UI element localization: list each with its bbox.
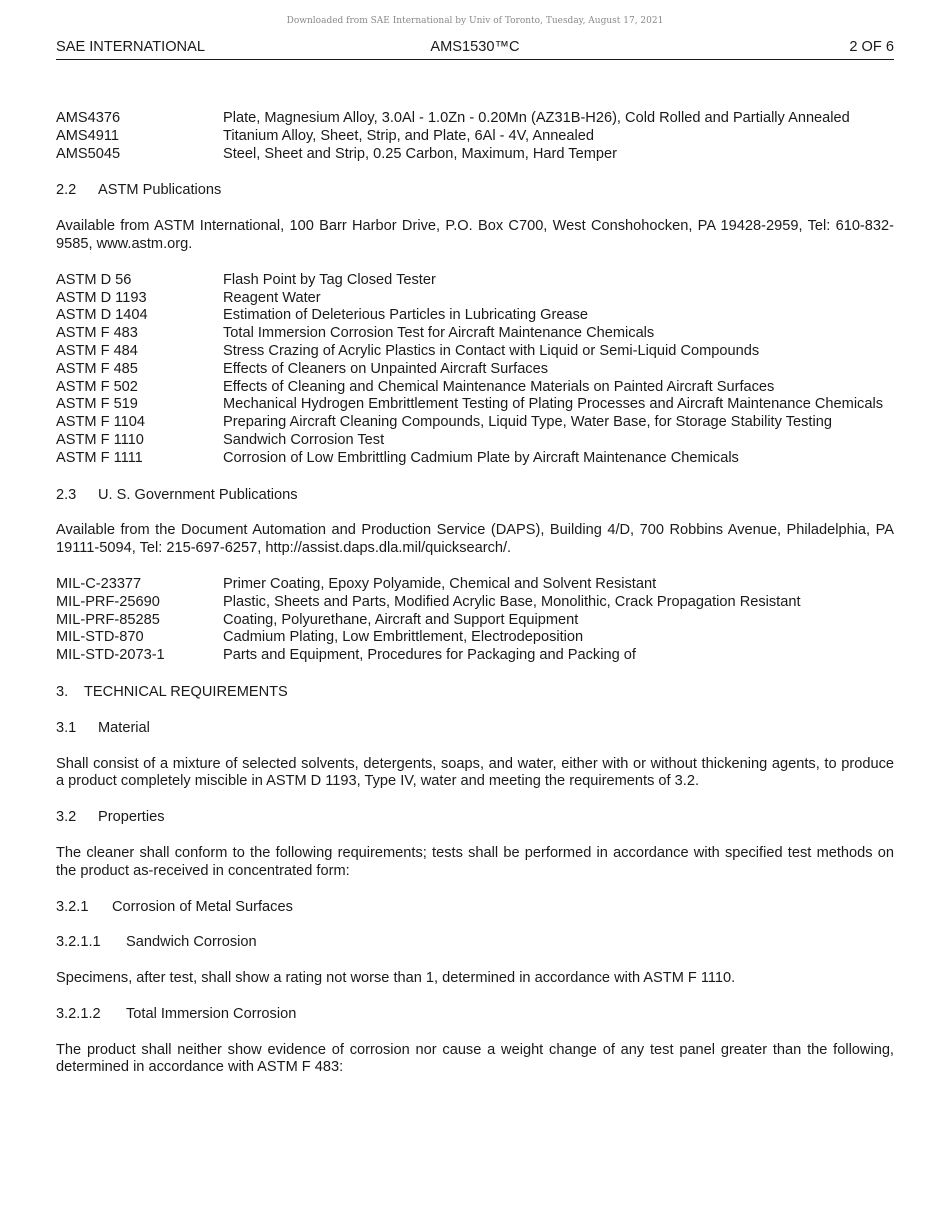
reference-row (56, 379, 894, 397)
header-document-number: AMS1530™C (430, 39, 520, 55)
section-heading-3-1 (56, 720, 894, 738)
material-paragraph: Shall consist of a mixture of selected solvents, detergents, soaps, and water, either with or without thickening agents, to produce a product completely miscible in ASTM D 1193, Type IV, water and meeting the requirements of 3.2. (56, 755, 894, 790)
section-heading-2-2 (56, 182, 894, 200)
reference-title: Corrosion of Low Embrittling Cadmium Plate by Aircraft Maintenance Chemicals (223, 449, 739, 466)
mil-reference-list (56, 576, 894, 665)
reference-code: MIL-PRF-85285 (56, 611, 160, 628)
section-title: ASTM Publications (98, 182, 222, 199)
section-number: 3.2.1 (56, 898, 89, 915)
section-title: Corrosion of Metal Surfaces (112, 898, 293, 915)
reference-title: Mechanical Hydrogen Embrittlement Testing of Plating Processes and Aircraft Maintenance Chemicals (223, 396, 884, 413)
reference-row (56, 594, 894, 612)
header-publisher: SAE INTERNATIONAL (56, 39, 205, 55)
reference-row (56, 290, 894, 308)
reference-code: ASTM D 1193 (56, 289, 147, 306)
section-title: TECHNICAL REQUIREMENTS (84, 683, 288, 700)
reference-row (56, 307, 894, 325)
section-heading-2-3 (56, 487, 894, 505)
reference-title: Parts and Equipment, Procedures for Packaging and Packing of (223, 647, 636, 664)
reference-code: ASTM F 484 (56, 342, 138, 359)
reference-row (56, 343, 894, 361)
section-number: 3.2.1.2 (56, 1005, 101, 1022)
section-heading-3-2-1-1 (56, 934, 894, 952)
daps-availability-paragraph: Available from the Document Automation and Production Service (DAPS), Building 4/D, 700 Robbins Avenue, Philadelphia, PA 19111-5094, Tel: 215-697-6257, http://assist.daps.dla.mil/quicksearch/. (56, 522, 894, 557)
reference-code: ASTM F 1104 (56, 414, 145, 431)
reference-code: MIL-STD-2073-1 (56, 647, 165, 664)
astm-availability-paragraph: Available from ASTM International, 100 Barr Harbor Drive, P.O. Box C700, West Conshohocken, PA 19428-2959, Tel: 610-832-9585, www.astm.org. (56, 218, 894, 252)
section-title: Properties (98, 809, 165, 826)
section-heading-3-2-1 (56, 899, 894, 917)
reference-title: Stress Crazing of Acrylic Plastics in Contact with Liquid or Semi-Liquid Compounds (223, 342, 760, 359)
reference-code: AMS4376 (56, 110, 121, 126)
document-body (56, 110, 894, 1095)
reference-row (56, 396, 894, 414)
reference-title: Steel, Sheet and Strip, 0.25 Carbon, Maximum, Hard Temper (223, 145, 617, 162)
reference-row (56, 128, 894, 146)
reference-row (56, 414, 894, 432)
reference-code: ASTM D 1404 (56, 307, 148, 324)
section-number: 2.3 (56, 486, 77, 503)
reference-title: Preparing Aircraft Cleaning Compounds, Liquid Type, Water Base, for Storage Stability Testing (223, 414, 832, 431)
reference-row (56, 325, 894, 343)
reference-code: MIL-PRF-25690 (56, 593, 160, 610)
reference-row (56, 647, 894, 665)
reference-code: ASTM F 519 (56, 396, 138, 413)
section-title: U. S. Government Publications (98, 486, 298, 503)
reference-code: ASTM F 1110 (56, 431, 144, 448)
reference-title: Titanium Alloy, Sheet, Strip, and Plate, 6Al - 4V, Annealed (223, 127, 595, 144)
reference-row (56, 576, 894, 594)
section-number: 3.2.1.1 (56, 934, 101, 951)
ams-reference-list (56, 110, 894, 163)
section-title: Material (98, 719, 150, 736)
section-number: 3.2 (56, 809, 77, 826)
download-watermark: Downloaded from SAE International by Univ of Toronto, Tuesday, August 17, 2021 (286, 16, 664, 26)
reference-title: Plate, Magnesium Alloy, 3.0Al - 1.0Zn - 0.20Mn (AZ31B-H26), Cold Rolled and Partially Annealed (223, 110, 850, 126)
header-page-number: 2 OF 6 (849, 39, 894, 55)
reference-code: ASTM F 1111 (56, 449, 143, 466)
section-number: 3. (56, 683, 69, 700)
reference-row (56, 272, 894, 290)
reference-code: ASTM D 56 (56, 271, 132, 288)
reference-title: Cadmium Plating, Low Embrittlement, Electrodeposition (223, 629, 584, 646)
section-heading-3-2 (56, 809, 894, 827)
page-header (56, 39, 894, 60)
reference-code: AMS5045 (56, 145, 121, 162)
section-heading-3 (56, 684, 894, 702)
reference-title: Effects of Cleaners on Unpainted Aircraft Surfaces (223, 360, 549, 377)
reference-code: MIL-C-23377 (56, 575, 142, 592)
reference-title: Reagent Water (223, 289, 321, 306)
reference-row (56, 361, 894, 379)
reference-title: Plastic, Sheets and Parts, Modified Acrylic Base, Monolithic, Crack Propagation Resistant (223, 593, 801, 610)
section-heading-3-2-1-2 (56, 1006, 894, 1024)
reference-title: Total Immersion Corrosion Test for Aircraft Maintenance Chemicals (223, 325, 655, 342)
section-title: Sandwich Corrosion (126, 934, 257, 951)
reference-code: MIL-STD-870 (56, 629, 144, 646)
astm-reference-list (56, 272, 894, 468)
section-number: 2.2 (56, 182, 77, 199)
reference-title: Estimation of Deleterious Particles in Lubricating Grease (223, 307, 589, 324)
immersion-corrosion-paragraph: The product shall neither show evidence of corrosion nor cause a weight change of any test panel greater than the following, determined in accordance with ASTM F 483: (56, 1041, 894, 1076)
reference-code: ASTM F 483 (56, 325, 138, 342)
reference-title: Coating, Polyurethane, Aircraft and Support Equipment (223, 611, 579, 628)
reference-row (56, 146, 894, 164)
reference-row (56, 432, 894, 450)
reference-title: Sandwich Corrosion Test (223, 431, 385, 448)
reference-title: Primer Coating, Epoxy Polyamide, Chemical and Solvent Resistant (223, 575, 657, 592)
reference-code: ASTM F 485 (56, 360, 138, 377)
reference-code: ASTM F 502 (56, 378, 138, 395)
reference-title: Flash Point by Tag Closed Tester (223, 271, 436, 288)
reference-row (56, 612, 894, 630)
section-number: 3.1 (56, 719, 77, 736)
reference-row (56, 450, 894, 468)
reference-row (56, 629, 894, 647)
section-title: Total Immersion Corrosion (126, 1005, 297, 1022)
reference-code: AMS4911 (56, 127, 120, 144)
reference-row (56, 110, 894, 128)
reference-title: Effects of Cleaning and Chemical Maintenance Materials on Painted Aircraft Surfaces (223, 378, 775, 395)
sandwich-corrosion-paragraph: Specimens, after test, shall show a rating not worse than 1, determined in accordance with ASTM F 1110. (56, 970, 736, 987)
properties-paragraph: The cleaner shall conform to the following requirements; tests shall be performed in accordance with specified test methods on the product as-received in concentrated form: (56, 844, 894, 879)
